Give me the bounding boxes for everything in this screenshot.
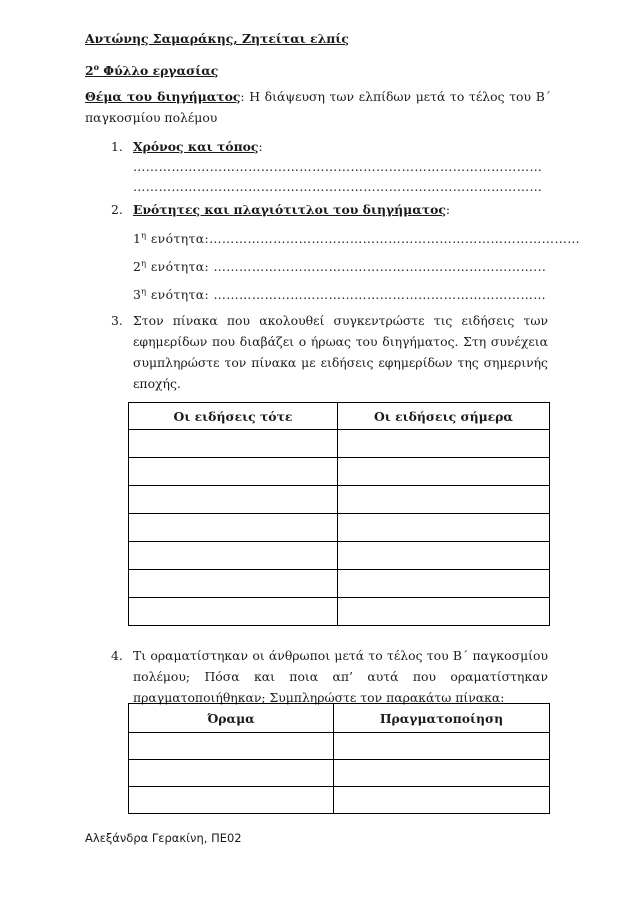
q3-line-3: συμπληρώστε τον πίνακα με ειδήσεις εφημερίδων της σημερινής xyxy=(133,355,548,370)
document-title xyxy=(85,28,349,49)
unit-2-number: 2 xyxy=(133,259,142,275)
news-table-row xyxy=(129,570,550,598)
news-table-cell[interactable] xyxy=(338,542,550,570)
q2-label: Ενότητες και πλαγιότιτλοι του διηγήματος xyxy=(133,202,446,217)
theme-label: Θέμα του διηγήματος xyxy=(85,89,241,104)
news-table-row xyxy=(129,430,550,458)
q2-unit-3[interactable] xyxy=(133,281,547,305)
q4-line-1: Τι οραματίστηκαν οι άνθρωποι μετά το τέλος του Β΄ παγκοσμίου xyxy=(133,648,548,663)
vision-table-cell[interactable] xyxy=(129,733,334,760)
q1-answer-line-1[interactable]: …………………………………………………………………………………… xyxy=(133,159,543,174)
news-table-cell[interactable] xyxy=(338,458,550,486)
worksheet-number: 2 xyxy=(85,63,94,79)
q2-unit-1[interactable] xyxy=(133,225,581,249)
realization-header: Πραγματοποίηση xyxy=(334,704,550,733)
news-table-cell[interactable] xyxy=(129,430,338,458)
news-table-row xyxy=(129,514,550,542)
q1-answer-line-2[interactable]: …………………………………………………………………………………… xyxy=(133,179,543,194)
vision-table-row xyxy=(129,760,550,787)
vision-table-row xyxy=(129,733,550,760)
vision-table-header xyxy=(129,704,550,733)
theme-text-1: : Η διάψευση των ελπίδων μετά το τέλος του Β΄ xyxy=(240,89,551,104)
q1-heading xyxy=(133,136,263,157)
vision-table-cell[interactable] xyxy=(334,733,550,760)
vision-table-cell[interactable] xyxy=(334,760,550,787)
unit-1-text: ενότητα:…………………………………………………………………………… xyxy=(146,231,581,247)
news-table-cell[interactable] xyxy=(338,570,550,598)
vision-table xyxy=(128,703,550,814)
q3-line-1: Στον πίνακα που ακολουθεί συγκεντρώστε τις ειδήσεις των xyxy=(133,313,548,328)
news-now-header: Οι ειδήσεις σήμερα xyxy=(338,403,550,430)
unit-2-text: ενότητα: …………………………………………………………………... xyxy=(146,259,547,275)
theme-line-2 xyxy=(85,107,217,128)
q1-number: 1. xyxy=(111,139,123,154)
news-table-row xyxy=(129,458,550,486)
q2-heading xyxy=(133,199,450,220)
news-table-body xyxy=(129,430,550,626)
news-table-cell[interactable] xyxy=(129,542,338,570)
unit-3-suffix: η xyxy=(141,287,147,296)
unit-3-number: 3 xyxy=(133,287,142,303)
news-table-cell[interactable] xyxy=(129,514,338,542)
q3-line-2: εφημερίδων που διαβάζει ο ήρωας του διηγήματος. Στη συνέχεια xyxy=(133,334,548,349)
q2-unit-2[interactable] xyxy=(133,253,547,277)
vision-table-cell[interactable] xyxy=(129,760,334,787)
vision-table-cell[interactable] xyxy=(334,787,550,814)
vision-table-row xyxy=(129,787,550,814)
theme-text-2: παγκοσμίου πολέμου xyxy=(85,110,218,125)
news-table-cell[interactable] xyxy=(338,514,550,542)
footer-author: Αλεξάνδρα Γερακίνη, ΠΕ02 xyxy=(85,831,242,845)
q2-colon: : xyxy=(445,202,451,217)
news-table-header xyxy=(129,403,550,430)
news-table-cell[interactable] xyxy=(129,570,338,598)
q4-number: 4. xyxy=(111,648,123,663)
unit-1-suffix: η xyxy=(141,231,147,240)
worksheet-heading-text: Φύλλο εργασίας xyxy=(98,63,219,79)
q3-number: 3. xyxy=(111,313,123,328)
worksheet-heading xyxy=(85,57,218,81)
vision-table-body xyxy=(129,733,550,814)
q4-line-3: πραγματοποιήθηκαν; Συμπληρώστε τον παρακάτω πίνακα: xyxy=(133,690,505,705)
theme-line-1 xyxy=(85,86,551,107)
news-table-cell[interactable] xyxy=(129,486,338,514)
news-table-row xyxy=(129,486,550,514)
q2-number: 2. xyxy=(111,202,123,217)
news-table-row xyxy=(129,598,550,626)
news-table-cell[interactable] xyxy=(129,458,338,486)
q3-line-4: εποχής. xyxy=(133,376,181,391)
unit-3-text: ενότητα: …………………………………………………………………… xyxy=(146,287,547,303)
news-table-row xyxy=(129,542,550,570)
unit-2-suffix: η xyxy=(141,259,147,268)
worksheet-number-suffix: ο xyxy=(93,62,99,72)
q1-colon: : xyxy=(258,139,263,154)
news-table-cell[interactable] xyxy=(129,598,338,626)
document-title-text: Αντώνης Σαμαράκης, Ζητείται ελπίς xyxy=(85,31,349,46)
news-table-cell[interactable] xyxy=(338,598,550,626)
vision-table-cell[interactable] xyxy=(129,787,334,814)
news-table-cell[interactable] xyxy=(338,430,550,458)
q4-line-2: πολέμου; Πόσα και ποια απ’ αυτά που οραματίστηκαν xyxy=(133,669,548,684)
news-then-header: Οι ειδήσεις τότε xyxy=(129,403,338,430)
vision-header: Όραμα xyxy=(129,704,334,733)
q1-label: Χρόνος και τόπος xyxy=(133,139,259,154)
news-table xyxy=(128,402,550,626)
unit-1-number: 1 xyxy=(133,231,142,247)
news-table-cell[interactable] xyxy=(338,486,550,514)
